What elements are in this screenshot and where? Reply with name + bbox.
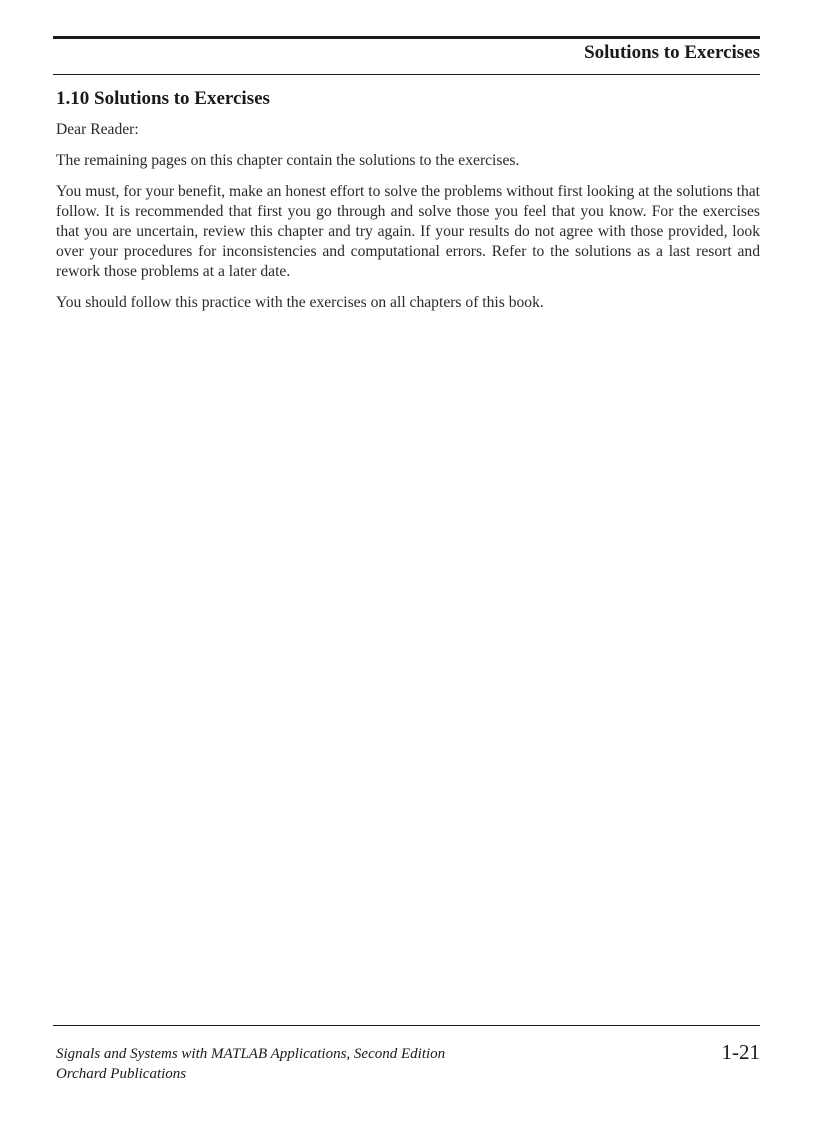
instructions-paragraph: You must, for your benefit, make an honest effort to solve the problems without first looking at the solutions that follow. It is recommended that first you go through and solve those you feel that you know. For the exercises that you are uncertain, review this chapter and try again. If your results do not agree with those provided, look over your procedures for inconsistencies and computational errors. Refer to the solutions as a last resort and rework those problems at a later date. bbox=[56, 183, 760, 280]
page-number: 1-21 bbox=[721, 1040, 760, 1064]
footer-rule bbox=[53, 1025, 760, 1026]
page-body bbox=[56, 88, 760, 324]
footer-citation bbox=[56, 1044, 445, 1084]
header-top-rule bbox=[53, 36, 760, 39]
salutation-paragraph: Dear Reader: bbox=[56, 121, 139, 138]
header-bottom-rule bbox=[53, 74, 760, 75]
practice-paragraph: You should follow this practice with the exercises on all chapters of this book. bbox=[56, 294, 544, 311]
intro-paragraph: The remaining pages on this chapter contain the solutions to the exercises. bbox=[56, 152, 520, 169]
section-heading: 1.10 Solutions to Exercises bbox=[56, 88, 270, 109]
running-header-title: Solutions to Exercises bbox=[584, 42, 760, 63]
footer-book-title: Signals and Systems with MATLAB Applications, Second Edition bbox=[56, 1046, 446, 1062]
footer-publisher: Orchard Publications bbox=[56, 1066, 187, 1082]
